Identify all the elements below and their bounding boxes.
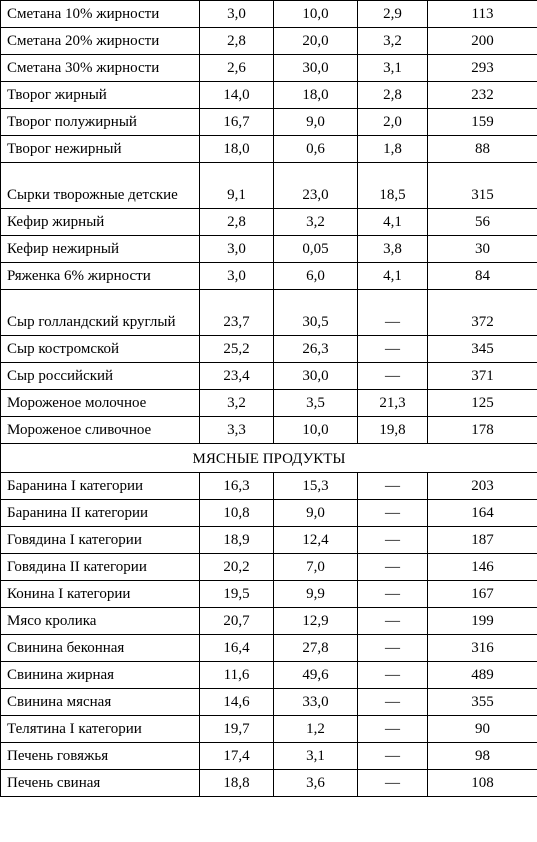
protein-cell: 16,4	[200, 635, 274, 662]
carbs-cell: 2,8	[358, 82, 428, 109]
protein-cell: 3,0	[200, 236, 274, 263]
fat-cell: 12,9	[274, 608, 358, 635]
kcal-cell: 98	[428, 743, 537, 770]
fat-cell: 12,4	[274, 527, 358, 554]
kcal-cell: 371	[428, 363, 537, 390]
fat-cell: 10,0	[274, 417, 358, 444]
fat-cell: 0,6	[274, 136, 358, 163]
product-name-cell: Мясо кролика	[1, 608, 200, 635]
fat-cell: 27,8	[274, 635, 358, 662]
kcal-cell: 146	[428, 554, 537, 581]
table-row	[1, 581, 537, 608]
kcal-cell: 355	[428, 689, 537, 716]
product-name-cell: Сыр костромской	[1, 336, 200, 363]
product-name-cell: Говядина II категории	[1, 554, 200, 581]
protein-cell: 14,6	[200, 689, 274, 716]
kcal-cell: 178	[428, 417, 537, 444]
carbs-cell: 4,1	[358, 263, 428, 290]
fat-cell: 15,3	[274, 473, 358, 500]
protein-cell: 18,9	[200, 527, 274, 554]
product-name-cell: Конина I категории	[1, 581, 200, 608]
carbs-cell: —	[358, 500, 428, 527]
table-row	[1, 163, 537, 209]
carbs-cell: —	[358, 743, 428, 770]
carbs-cell: —	[358, 581, 428, 608]
product-name-cell: Сметана 30% жирности	[1, 55, 200, 82]
protein-cell: 23,7	[200, 290, 274, 336]
product-name-cell: Печень говяжья	[1, 743, 200, 770]
table-row	[1, 527, 537, 554]
product-name-cell: Кефир жирный	[1, 209, 200, 236]
kcal-cell: 200	[428, 28, 537, 55]
protein-cell: 2,8	[200, 28, 274, 55]
fat-cell: 20,0	[274, 28, 358, 55]
fat-cell: 9,9	[274, 581, 358, 608]
table-row	[1, 363, 537, 390]
protein-cell: 18,0	[200, 136, 274, 163]
product-name-cell: Баранина I категории	[1, 473, 200, 500]
protein-cell: 20,7	[200, 608, 274, 635]
protein-cell: 16,3	[200, 473, 274, 500]
table-row	[1, 28, 537, 55]
fat-cell: 3,6	[274, 770, 358, 797]
carbs-cell: —	[358, 290, 428, 336]
fat-cell: 49,6	[274, 662, 358, 689]
kcal-cell: 293	[428, 55, 537, 82]
carbs-cell: 19,8	[358, 417, 428, 444]
table-row	[1, 109, 537, 136]
table-row	[1, 417, 537, 444]
fat-cell: 1,2	[274, 716, 358, 743]
fat-cell: 3,2	[274, 209, 358, 236]
carbs-cell: 2,0	[358, 109, 428, 136]
carbs-cell: 3,8	[358, 236, 428, 263]
kcal-cell: 56	[428, 209, 537, 236]
table-row	[1, 743, 537, 770]
kcal-cell: 187	[428, 527, 537, 554]
protein-cell: 19,5	[200, 581, 274, 608]
nutrition-table-body	[1, 1, 537, 797]
table-row	[1, 689, 537, 716]
protein-cell: 9,1	[200, 163, 274, 209]
protein-cell: 14,0	[200, 82, 274, 109]
carbs-cell: —	[358, 662, 428, 689]
fat-cell: 23,0	[274, 163, 358, 209]
table-row	[1, 55, 537, 82]
carbs-cell: 3,2	[358, 28, 428, 55]
protein-cell: 3,2	[200, 390, 274, 417]
kcal-cell: 159	[428, 109, 537, 136]
kcal-cell: 113	[428, 1, 537, 28]
carbs-cell: —	[358, 770, 428, 797]
protein-cell: 19,7	[200, 716, 274, 743]
kcal-cell: 232	[428, 82, 537, 109]
table-row	[1, 290, 537, 336]
kcal-cell: 203	[428, 473, 537, 500]
table-row	[1, 716, 537, 743]
product-name-cell: Свинина беконная	[1, 635, 200, 662]
carbs-cell: 2,9	[358, 1, 428, 28]
table-row	[1, 635, 537, 662]
product-name-cell: Сырки творожные детские	[1, 163, 200, 209]
fat-cell: 26,3	[274, 336, 358, 363]
fat-cell: 9,0	[274, 500, 358, 527]
product-name-cell: Творог нежирный	[1, 136, 200, 163]
kcal-cell: 84	[428, 263, 537, 290]
carbs-cell: —	[358, 689, 428, 716]
fat-cell: 30,0	[274, 55, 358, 82]
protein-cell: 17,4	[200, 743, 274, 770]
table-row	[1, 1, 537, 28]
fat-cell: 30,0	[274, 363, 358, 390]
protein-cell: 2,6	[200, 55, 274, 82]
kcal-cell: 88	[428, 136, 537, 163]
product-name-cell: Мороженое молочное	[1, 390, 200, 417]
carbs-cell: 4,1	[358, 209, 428, 236]
table-row	[1, 554, 537, 581]
product-name-cell: Ряженка 6% жирности	[1, 263, 200, 290]
carbs-cell: —	[358, 554, 428, 581]
section-title: МЯСНЫЕ ПРОДУКТЫ	[1, 444, 537, 473]
product-name-cell: Сыр российский	[1, 363, 200, 390]
section-header-row	[1, 444, 537, 473]
fat-cell: 6,0	[274, 263, 358, 290]
product-name-cell: Телятина I категории	[1, 716, 200, 743]
product-name-cell: Кефир нежирный	[1, 236, 200, 263]
table-row	[1, 209, 537, 236]
protein-cell: 3,0	[200, 1, 274, 28]
kcal-cell: 30	[428, 236, 537, 263]
carbs-cell: —	[358, 363, 428, 390]
fat-cell: 0,05	[274, 236, 358, 263]
carbs-cell: —	[358, 635, 428, 662]
table-row	[1, 473, 537, 500]
kcal-cell: 108	[428, 770, 537, 797]
product-name-cell: Творог полужирный	[1, 109, 200, 136]
carbs-cell: 3,1	[358, 55, 428, 82]
kcal-cell: 125	[428, 390, 537, 417]
protein-cell: 3,0	[200, 263, 274, 290]
product-name-cell: Сыр голландский круглый	[1, 290, 200, 336]
carbs-cell: —	[358, 716, 428, 743]
product-name-cell: Сметана 10% жирности	[1, 1, 200, 28]
table-row	[1, 136, 537, 163]
kcal-cell: 316	[428, 635, 537, 662]
product-name-cell: Свинина мясная	[1, 689, 200, 716]
table-row	[1, 608, 537, 635]
fat-cell: 33,0	[274, 689, 358, 716]
kcal-cell: 164	[428, 500, 537, 527]
table-row	[1, 82, 537, 109]
protein-cell: 3,3	[200, 417, 274, 444]
carbs-cell: 1,8	[358, 136, 428, 163]
table-row	[1, 770, 537, 797]
product-name-cell: Мороженое сливочное	[1, 417, 200, 444]
table-row	[1, 263, 537, 290]
table-row	[1, 390, 537, 417]
fat-cell: 3,5	[274, 390, 358, 417]
kcal-cell: 372	[428, 290, 537, 336]
kcal-cell: 167	[428, 581, 537, 608]
product-name-cell: Печень свиная	[1, 770, 200, 797]
product-name-cell: Сметана 20% жирности	[1, 28, 200, 55]
protein-cell: 20,2	[200, 554, 274, 581]
fat-cell: 30,5	[274, 290, 358, 336]
protein-cell: 11,6	[200, 662, 274, 689]
carbs-cell: —	[358, 527, 428, 554]
product-name-cell: Говядина I категории	[1, 527, 200, 554]
kcal-cell: 199	[428, 608, 537, 635]
table-row	[1, 500, 537, 527]
fat-cell: 18,0	[274, 82, 358, 109]
protein-cell: 18,8	[200, 770, 274, 797]
fat-cell: 9,0	[274, 109, 358, 136]
product-name-cell: Свинина жирная	[1, 662, 200, 689]
carbs-cell: —	[358, 473, 428, 500]
product-name-cell: Творог жирный	[1, 82, 200, 109]
table-row	[1, 662, 537, 689]
kcal-cell: 489	[428, 662, 537, 689]
table-row	[1, 336, 537, 363]
protein-cell: 10,8	[200, 500, 274, 527]
protein-cell: 25,2	[200, 336, 274, 363]
kcal-cell: 90	[428, 716, 537, 743]
protein-cell: 16,7	[200, 109, 274, 136]
product-name-cell: Баранина II категории	[1, 500, 200, 527]
protein-cell: 2,8	[200, 209, 274, 236]
fat-cell: 7,0	[274, 554, 358, 581]
protein-cell: 23,4	[200, 363, 274, 390]
carbs-cell: —	[358, 608, 428, 635]
fat-cell: 10,0	[274, 1, 358, 28]
kcal-cell: 315	[428, 163, 537, 209]
fat-cell: 3,1	[274, 743, 358, 770]
kcal-cell: 345	[428, 336, 537, 363]
table-row	[1, 236, 537, 263]
carbs-cell: 21,3	[358, 390, 428, 417]
carbs-cell: —	[358, 336, 428, 363]
carbs-cell: 18,5	[358, 163, 428, 209]
